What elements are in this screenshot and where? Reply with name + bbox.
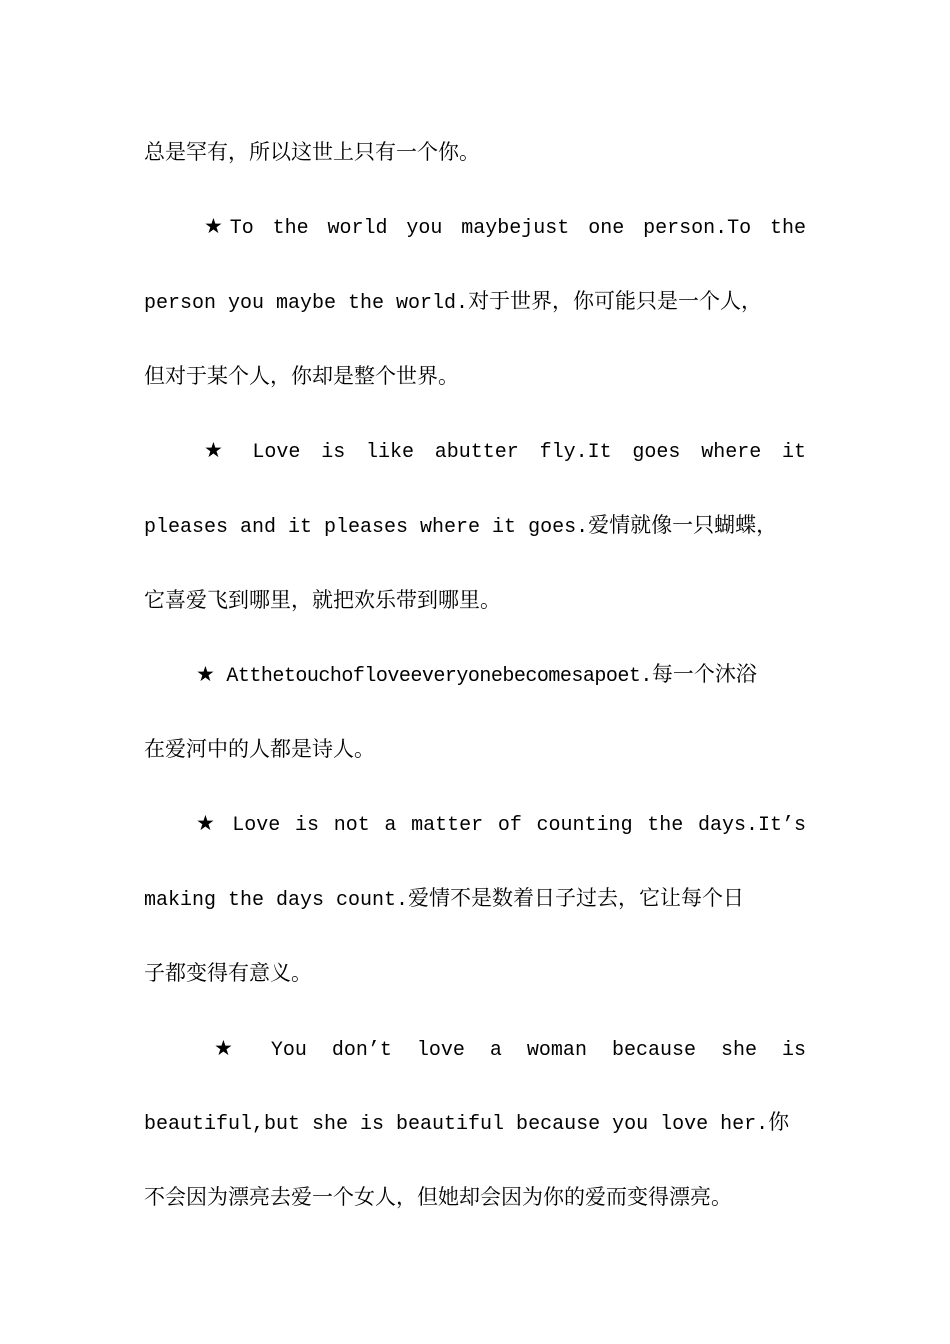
text-line xyxy=(144,505,806,545)
text-line xyxy=(144,356,806,396)
english-text: Love is like abutter fly.It goes where it xyxy=(231,441,806,464)
text-line xyxy=(204,430,806,470)
text-line xyxy=(144,1177,806,1217)
chinese-text: 它喜爱飞到哪里，就把欢乐带到哪里。 xyxy=(144,588,501,612)
star-icon: ★ xyxy=(204,214,230,238)
english-text: making the days count. xyxy=(144,889,409,912)
text-line xyxy=(144,953,806,993)
chinese-text: 你 xyxy=(768,1110,790,1134)
chinese-text: 但对于某个人，你却是整个世界。 xyxy=(144,364,459,388)
text-line xyxy=(144,729,806,769)
text-line xyxy=(204,206,806,246)
english-text: Love is not a matter of counting the days.It’s xyxy=(217,814,806,837)
text-line xyxy=(144,878,806,918)
chinese-text: 不会因为漂亮去爱一个女人，但她却会因为你的爱而变得漂亮。 xyxy=(144,1185,732,1209)
chinese-text: 总是罕有，所以这世上只有一个你。 xyxy=(144,140,480,164)
text-line xyxy=(144,281,806,321)
chinese-text: 子都变得有意义。 xyxy=(144,961,312,985)
chinese-text: 对于世界，你可能只是一个人， xyxy=(468,289,763,313)
text-line xyxy=(196,654,806,694)
english-text: pleases and it pleases where it goes. xyxy=(144,516,589,539)
star-icon: ★ xyxy=(196,662,215,686)
text-line xyxy=(144,580,806,620)
english-text: beautiful,but she is beautiful because you love her. xyxy=(144,1113,769,1136)
chinese-text: 爱情不是数着日子过去，它让每个日 xyxy=(408,886,745,910)
text-line xyxy=(214,1028,806,1068)
english-text: To the world you maybejust one person.To the xyxy=(229,217,806,240)
star-icon: ★ xyxy=(214,1036,246,1060)
text-line xyxy=(144,132,806,172)
chinese-text: 在爱河中的人都是诗人。 xyxy=(144,737,375,761)
english-text: You don’t love a woman because she is xyxy=(245,1039,806,1062)
text-line xyxy=(144,1102,806,1142)
chinese-text: 爱情就像一只蝴蝶， xyxy=(588,513,778,537)
english-text: person you maybe the world. xyxy=(144,292,469,315)
chinese-text: 每一个沐浴 xyxy=(651,662,757,686)
star-icon: ★ xyxy=(196,811,218,835)
english-text: Atthetouchofloveeveryonebecomesapoet. xyxy=(214,665,652,688)
text-line xyxy=(196,803,806,843)
star-icon: ★ xyxy=(204,438,232,462)
